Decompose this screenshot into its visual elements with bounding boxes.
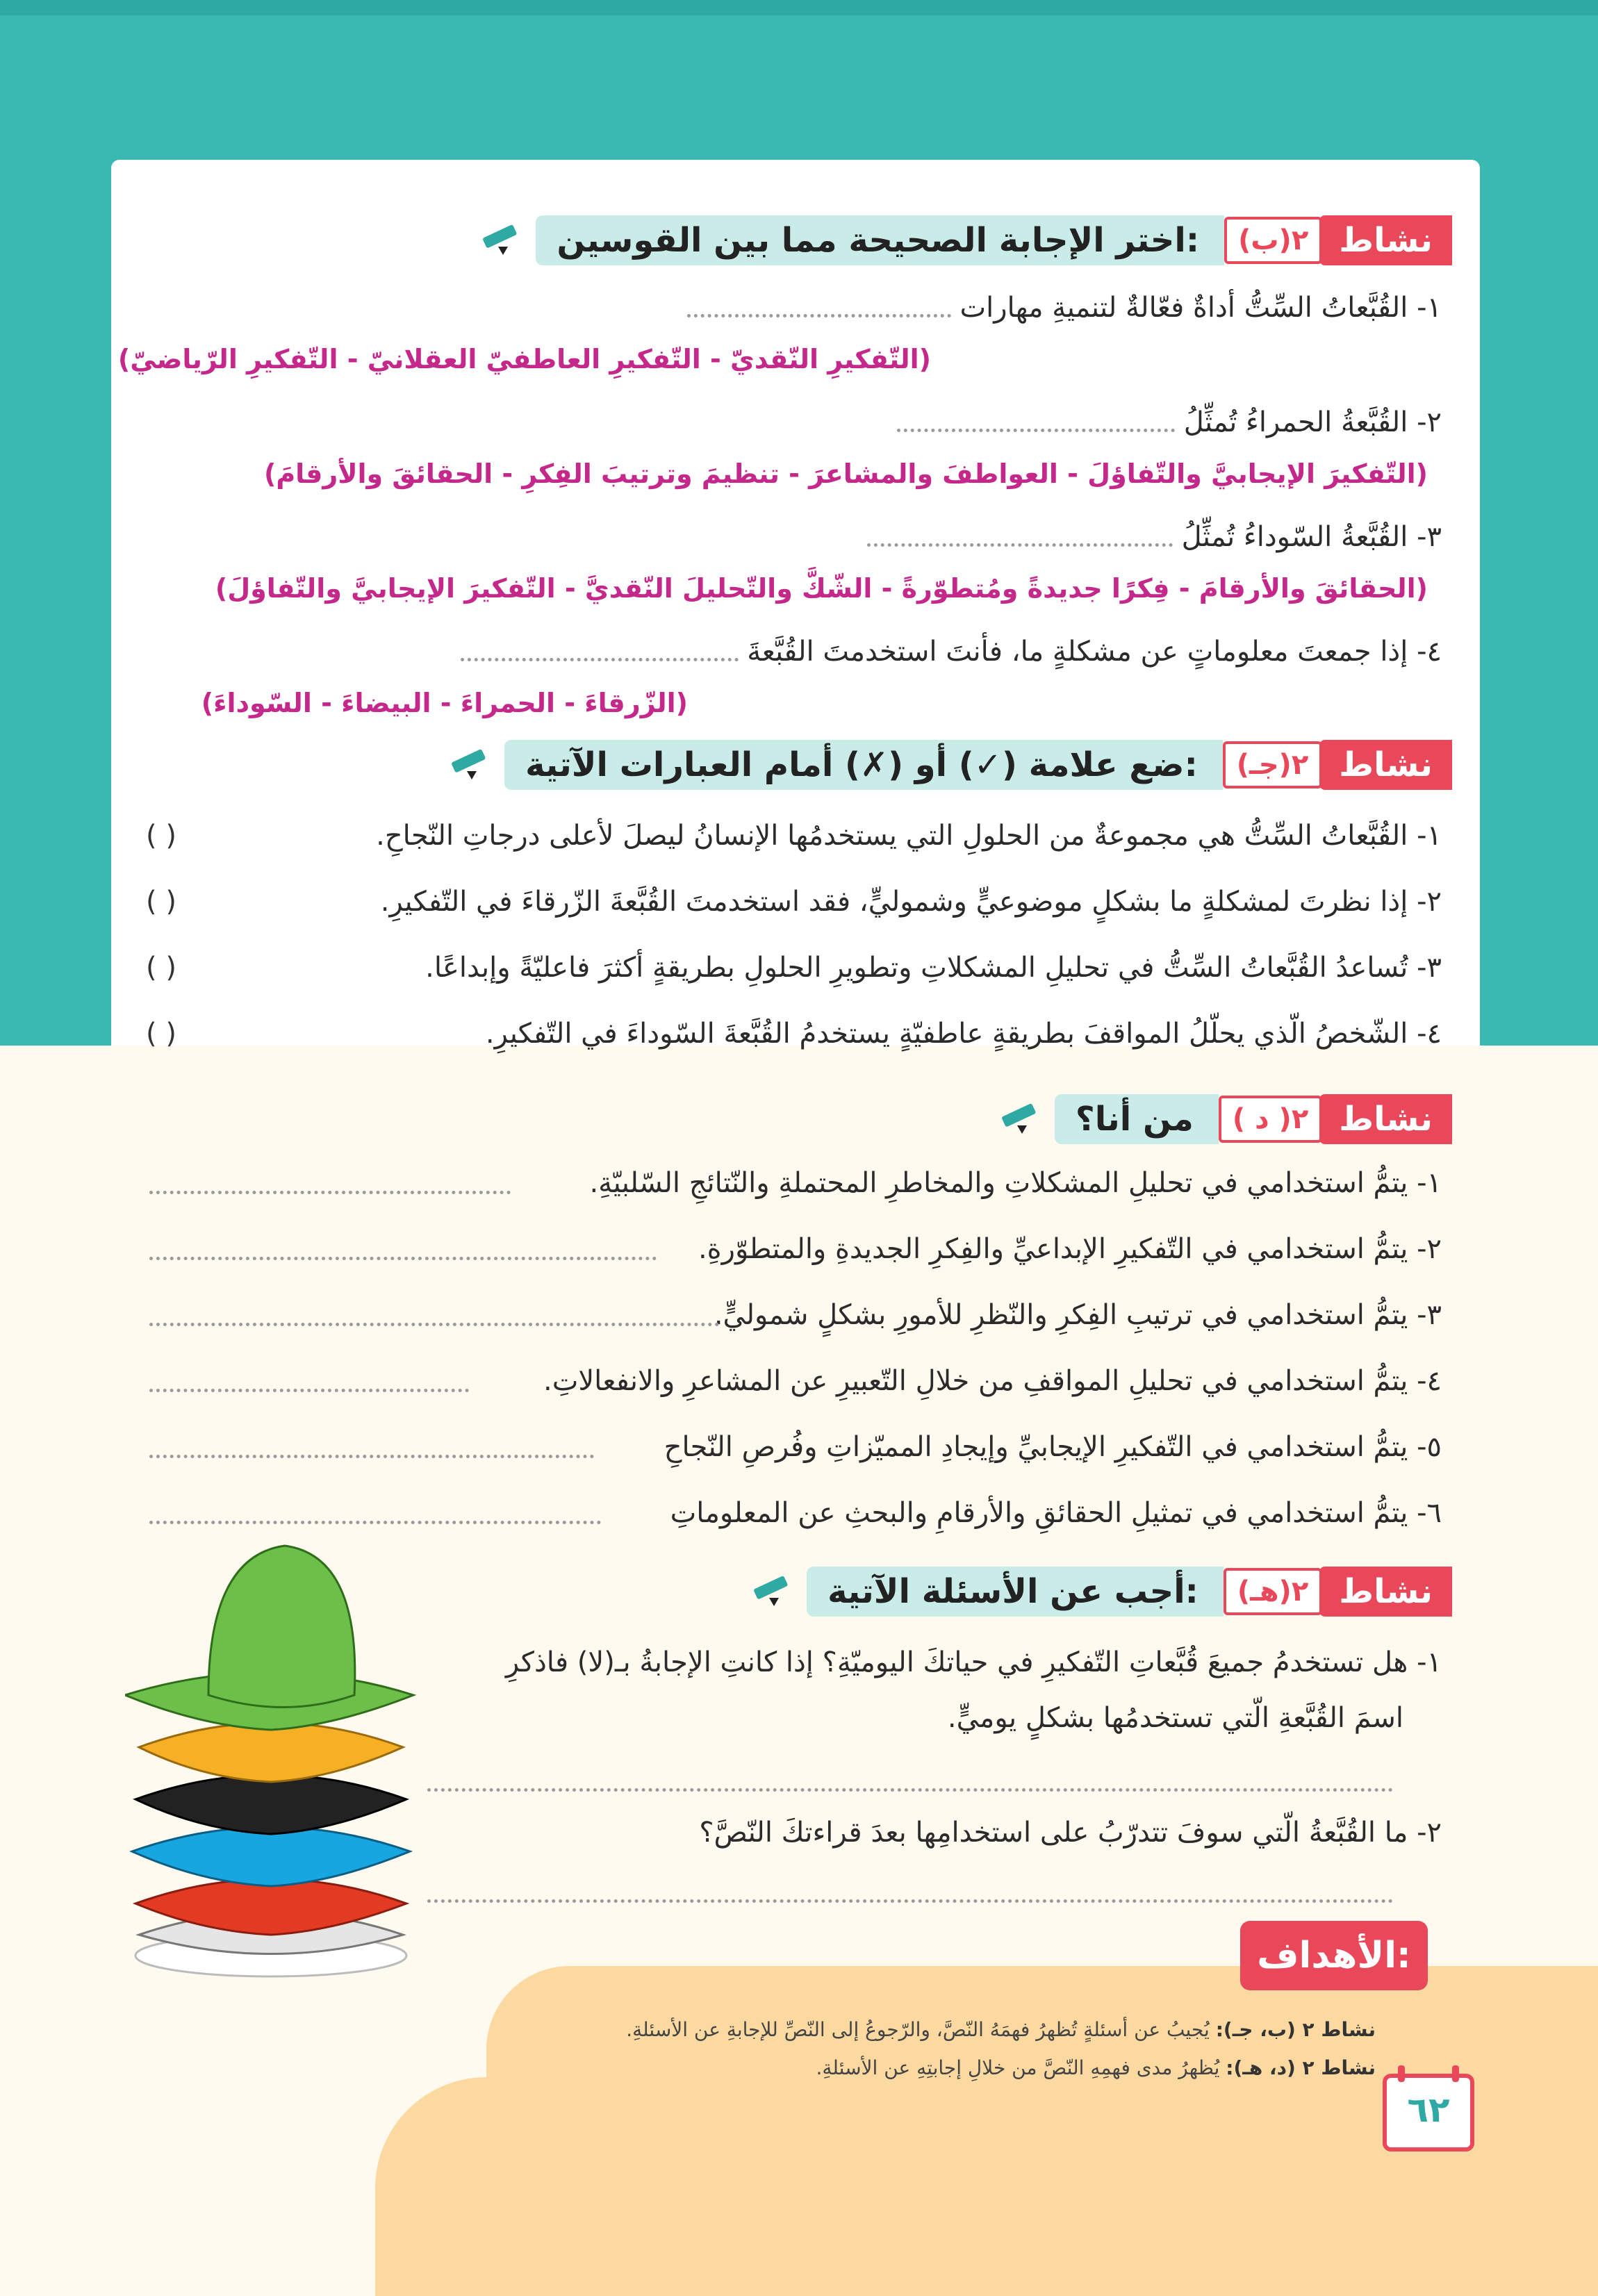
activity-label: نشاط xyxy=(1319,1094,1452,1144)
choices-b4: (الزّرقاءَ - الحمراءَ - البيضاءَ - السّوداءَ) xyxy=(201,688,688,718)
statement-c4: ٤- الشّخصُ الّذي يحلّلُ المواقفَ بطريقةٍ عاطفيّةٍ يستخدمُ القُبَّعةَ السّوداءَ في التّفكيرِ. xyxy=(485,1018,1442,1050)
question-b3: ٣- القُبَّعةُ السّوداءُ تُمثِّلُ xyxy=(867,521,1442,553)
activity-b-header xyxy=(477,215,1452,265)
answer-line[interactable] xyxy=(149,1452,594,1458)
activity-badge: ٢(ب) xyxy=(1224,217,1322,264)
pen-icon xyxy=(477,223,526,258)
who-am-i-4: ٤- يتمُّ استخدامي في تحليلِ المواقفِ من خلالِ التّعبيرِ عن المشاعرِ والانفعالاتِ. xyxy=(543,1365,1442,1397)
question-b2: ٢- القُبَّعةُ الحمراءُ تُمثِّلُ xyxy=(897,406,1442,438)
goals-title: الأهداف: xyxy=(1240,1921,1428,1990)
activity-label: نشاط xyxy=(1319,1567,1452,1617)
activity-badge: ٢(جـ) xyxy=(1223,741,1322,788)
who-am-i-6: ٦- يتمُّ استخدامي في تمثيلِ الحقائقِ والأرقامِ والبحثِ عن المعلوماتِ xyxy=(670,1497,1442,1529)
hats-illustration xyxy=(125,1528,417,1980)
who-am-i-5: ٥- يتمُّ استخدامي في التّفكيرِ الإيجابيِّ وإيجادِ المميّزاتِ وفُرصِ النّجاحِ xyxy=(664,1431,1442,1463)
answer-box[interactable]: ( ) xyxy=(146,952,176,984)
pen-icon xyxy=(996,1102,1045,1137)
statement-c1: ١- القُبَّعاتُ السِّتُّ هي مجموعةٌ من الحلولِ التي يستخدمُها الإنسانُ ليصلَ لأعلى درجاتِ النّجاحِ. xyxy=(376,820,1442,852)
who-am-i-2: ٢- يتمُّ استخدامي في التّفكيرِ الإبداعيِّ والفِكرِ الجديدةِ والمتطوّرةِ. xyxy=(698,1233,1442,1265)
pen-icon xyxy=(446,748,495,782)
answer-box[interactable]: ( ) xyxy=(146,1018,176,1050)
statement-c2: ٢- إذا نظرتَ لمشكلةٍ ما بشكلٍ موضوعيٍّ وشموليٍّ، فقد استخدمتَ القُبَّعةَ الزّرقاءَ في التّفكيرِ. xyxy=(380,886,1442,918)
activity-e-header xyxy=(748,1567,1452,1617)
activity-title: من أنا؟ xyxy=(1055,1094,1219,1144)
question-b1: ١- القُبَّعاتُ السِّتُّ أداةٌ فعّالةٌ لتنميةِ مهارات xyxy=(687,292,1442,324)
page-number: ٦٢ xyxy=(1383,2074,1474,2152)
question-b4: ٤- إذا جمعتَ معلوماتٍ عن مشكلةٍ ما، فأنتَ استخدمتَ القُبَّعةَ xyxy=(461,636,1442,668)
answer-line[interactable] xyxy=(149,1518,601,1524)
activity-title: ضع علامة (✓) أو (✗) أمام العبارات الآتية: xyxy=(504,740,1223,790)
who-am-i-1: ١- يتمُّ استخدامي في تحليلِ المشكلاتِ والمخاطرِ المحتملةِ والنّتائجِ السّلبيّةِ. xyxy=(589,1167,1442,1199)
choices-b2: (التّفكيرَ الإيجابيَّ والتّفاؤلَ - العواطفَ والمشاعرَ - تنظيمَ وترتيبَ الفِكرِ - الحقائقَ والأرقامَ) xyxy=(263,459,1428,489)
activity-title: اختر الإجابة الصحيحة مما بين القوسين: xyxy=(536,215,1224,265)
activity-badge: ٢(هـ) xyxy=(1224,1568,1322,1615)
pen-icon xyxy=(748,1574,797,1609)
goal-line-2: نشاط ٢ (د، هـ): يُظهرُ مدى فهمِهِ النّصَّ من خلالِ إجابتِهِ عن الأسئلةِ. xyxy=(816,2056,1376,2079)
question-e2: ٢- ما القُبَّعةُ الّتي سوفَ تتدرّبُ على استخدامِها بعدَ قراءتكَ النّصَّ؟ xyxy=(699,1817,1442,1849)
peach-band-curve xyxy=(375,2077,584,2296)
activity-badge: ٢( د ) xyxy=(1219,1096,1322,1143)
answer-line[interactable] xyxy=(149,1188,511,1194)
activity-label: نشاط xyxy=(1319,740,1452,790)
activity-label: نشاط xyxy=(1319,215,1452,265)
answer-line[interactable] xyxy=(149,1320,719,1326)
question-e1: ١- هل تستخدمُ جميعَ قُبَّعاتِ التّفكيرِ في حياتكَ اليوميّةِ؟ إذا كانتِ الإجابةُ بـ(لا) فاذكرِ xyxy=(505,1646,1442,1678)
activity-title: أجب عن الأسئلة الآتية: xyxy=(807,1567,1224,1617)
answer-line[interactable] xyxy=(427,1897,1393,1903)
choices-b3: (الحقائقَ والأرقامَ - فِكرًا جديدةً ومُتطوّرةً - الشّكَّ والتّحليلَ النّقديَّ - التّفكيرَ الإيجابيَّ والتّفاؤلَ) xyxy=(215,573,1428,604)
answer-box[interactable]: ( ) xyxy=(146,820,176,852)
choices-b1: (التّفكيرِ النّقديّ - التّفكيرِ العاطفيّ العقلانيّ - التّفكيرِ الرّياضيّ) xyxy=(117,344,931,374)
answer-line[interactable] xyxy=(149,1254,657,1260)
question-e1-cont: اسمَ القُبَّعةِ الّتي تستخدمُها بشكلٍ يوميٍّ. xyxy=(947,1702,1403,1734)
answer-line[interactable] xyxy=(427,1785,1393,1792)
activity-c-header xyxy=(446,740,1452,790)
statement-c3: ٣- تُساعدُ القُبَّعاتُ السِّتُّ في تحليلِ المشكلاتِ وتطويرِ الحلولِ بطريقةٍ أكثرَ فاعليّةً وإبداعًا. xyxy=(425,952,1442,984)
who-am-i-3: ٣- يتمُّ استخدامي في ترتيبِ الفِكرِ والنّظرِ للأمورِ بشكلٍ شموليٍّ. xyxy=(714,1299,1442,1331)
activity-d-header xyxy=(996,1094,1452,1144)
answer-line[interactable] xyxy=(149,1386,469,1392)
goal-line-1: نشاط ٢ (ب، جـ): يُجيبُ عن أسئلةٍ تُظهرُ فهمَهُ النّصَّ، والرّجوعُ إلى النّصِّ للإجابةِ عن الأسئلةِ. xyxy=(626,2018,1376,2041)
answer-box[interactable]: ( ) xyxy=(146,886,176,918)
